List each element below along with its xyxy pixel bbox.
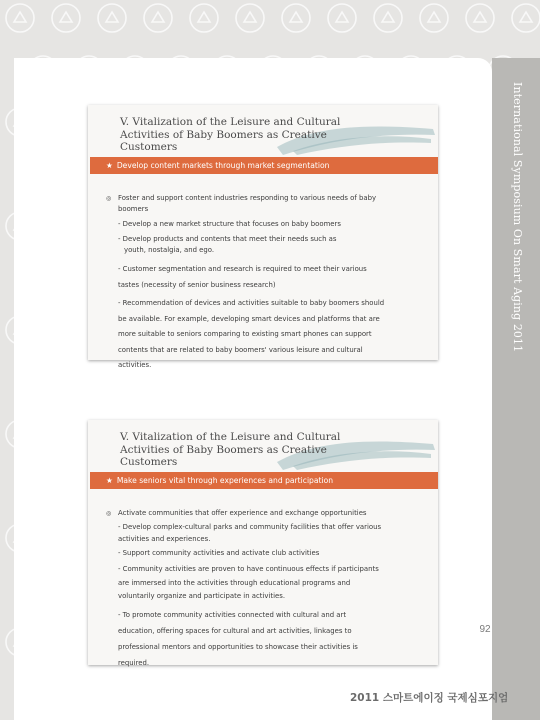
text-line: - Develop complex-cultural parks and community facilities that offer various	[118, 523, 382, 531]
bullet-paragraph	[106, 508, 424, 519]
text-line: youth, nostalgia, and ego.	[124, 246, 215, 254]
text-line: - Community activities are proven to have continuous effects if participants	[118, 565, 379, 573]
text-line: - Recommendation of devices and activities suitable to baby boomers should	[118, 299, 385, 307]
slide-title	[120, 431, 420, 469]
text-line: be available. For example, developing smart devices and platforms that are	[118, 314, 380, 323]
paragraph	[118, 234, 424, 256]
paragraph	[118, 521, 424, 545]
text-line: tastes (necessity of senior business research)	[118, 281, 276, 289]
banner-text: Develop content markets through market segmentation	[116, 161, 330, 170]
text-line: - Customer segmentation and research is required to meet their various	[118, 265, 367, 273]
section-banner	[90, 157, 438, 174]
text-line: - Develop a new market structure that focuses on baby boomers	[118, 220, 341, 228]
slide-title-line: Customers	[120, 456, 178, 468]
text-line: boomers	[118, 205, 149, 213]
text-line: Activate communities that offer experience and exchange opportunities	[118, 509, 367, 517]
circle-bullet-icon: ◎	[106, 510, 112, 517]
star-icon: ★	[106, 476, 113, 485]
slide-title-line: V. Vitalization of the Leisure and Cultural	[120, 431, 341, 443]
slide-1	[88, 105, 438, 369]
paragraph	[118, 296, 424, 374]
star-icon: ★	[106, 161, 113, 170]
circle-bullet-icon: ◎	[106, 195, 112, 202]
bullet-paragraph	[106, 193, 424, 215]
text-line: activities.	[118, 361, 152, 369]
text-line: contents that are related to baby boomers' various leisure and cultural	[118, 345, 363, 354]
text-line: activities and experiences.	[118, 535, 211, 543]
slide-title	[120, 116, 420, 154]
paragraph	[118, 548, 424, 559]
slide-body	[106, 193, 424, 374]
slide-2	[88, 420, 438, 665]
text-line: more suitable to seniors comparing to existing smart phones can support	[118, 330, 372, 338]
text-line: voluntarily organize and participate in activities.	[118, 592, 286, 600]
text-line: - Support community activities and activate club activities	[118, 549, 320, 557]
slide-title-line: V. Vitalization of the Leisure and Cultural	[120, 116, 341, 128]
text-line: Foster and support content industries responding to various needs of baby	[118, 194, 377, 202]
text-line: - To promote community activities connected with cultural and art	[118, 610, 347, 619]
text-line: education, offering spaces for cultural and art activities, linkages to	[118, 626, 352, 635]
paragraph	[118, 607, 424, 671]
banner-text: Make seniors vital through experiences and participation	[116, 476, 334, 485]
text-line: required.	[118, 658, 150, 667]
sidebar-title: International Symposium On Smart Aging 2011	[511, 82, 524, 353]
paragraph	[118, 563, 424, 604]
text-line: - Develop products and contents that meet their needs such as	[118, 235, 337, 243]
slide-body	[106, 508, 424, 671]
page-number: 92	[479, 624, 491, 635]
text-line: professional mentors and opportunities to showcase their activities is	[118, 642, 358, 651]
text-line: are immersed into the activities through educational programs and	[118, 578, 351, 587]
paragraph	[118, 219, 424, 230]
paragraph	[118, 261, 424, 293]
footer-title: 2011 스마트에이징 국제심포지엄	[350, 692, 509, 704]
slide-title-line: Activities of Baby Boomers as Creative	[120, 443, 327, 456]
slide-title-line: Customers	[120, 141, 178, 153]
slide-title-line: Activities of Baby Boomers as Creative	[120, 128, 327, 141]
section-banner	[90, 472, 438, 489]
